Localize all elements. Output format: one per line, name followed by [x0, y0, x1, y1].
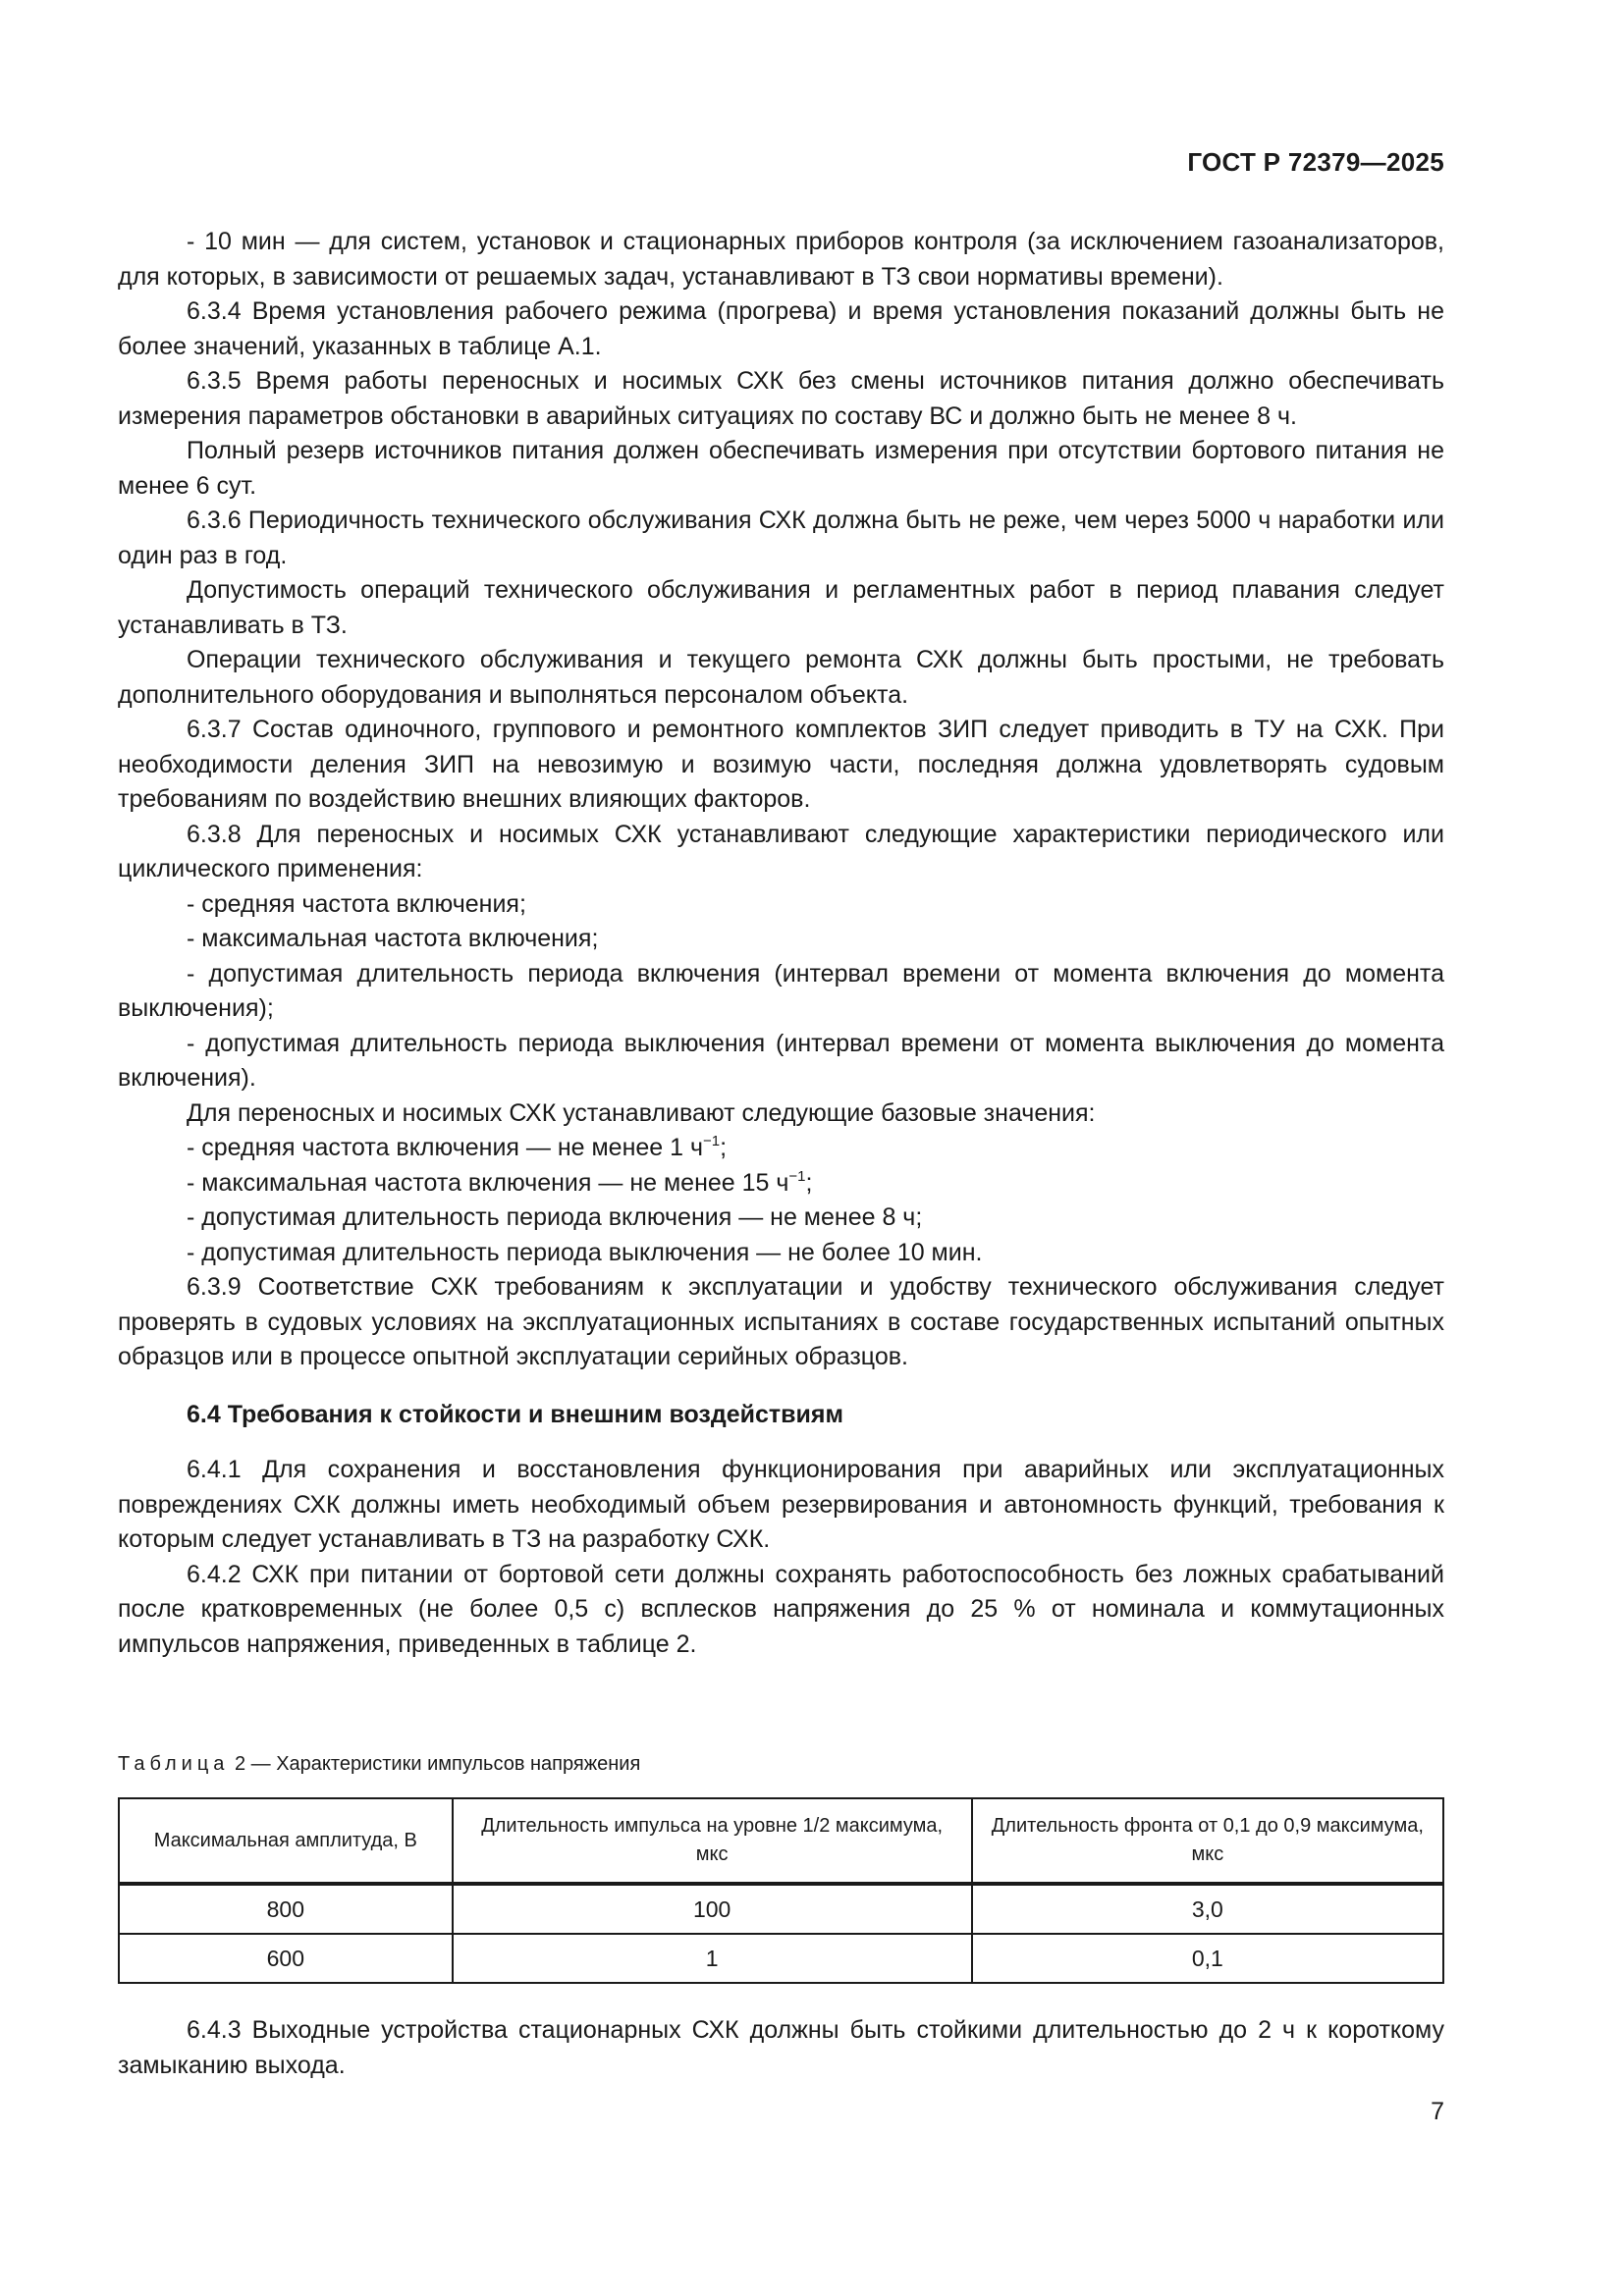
table-caption: Таблица 2 — Характеристики импульсов напряжения: [118, 1753, 641, 1775]
list-item: - максимальная частота включения;: [187, 925, 599, 952]
section-heading: 6.4 Требования к стойкости и внешним воздействиям: [187, 1400, 843, 1428]
list-item: - максимальная частота включения — не менее 15 $ч^{-1}$;: [187, 1167, 813, 1197]
paragraph: 6.3.4 Время установления рабочего режима (прогрева) и время установления показаний должны быть не более значений, указанных в таблице А.1.: [118, 297, 1444, 360]
table-cell: 3,0: [972, 1884, 1443, 1934]
paragraph: 6.3.9 Соответствие СХК требованиям к эксплуатации и удобству технического обслуживания следует проверять в судовых условиях на эксплуатационных испытаниях в составе государственных испытаний опытных образцов или в процессе опытной эксплуатации серийных образцов.: [118, 1273, 1444, 1370]
document-code: ГОСТ Р 72379—2025: [1187, 147, 1444, 177]
document-body: [118, 225, 1444, 1662]
paragraph: Полный резерв источников питания должен обеспечивать измерения при отсутствии бортового питания не менее 6 сут.: [118, 437, 1444, 500]
list-item: - допустимая длительность периода выключения (интервал времени от момента выключения до момента включения).: [118, 1029, 1444, 1092]
paragraph: 6.3.8 Для переносных и носимых СХК устанавливают следующие характеристики периодического или циклического применения:: [118, 820, 1444, 882]
page-number: 7: [1431, 2098, 1444, 2125]
table-cell: 600: [119, 1934, 453, 1983]
list-item: - допустимая длительность периода включения (интервал времени от момента включения до момента выключения);: [118, 959, 1444, 1022]
paragraph: 6.3.7 Состав одиночного, группового и ремонтного комплектов ЗИП следует приводить в ТУ на СХК. При необходимости деления ЗИП на невозимую и возимую части, последняя должна удовлетворять судовым требованиям по воздействию внешних влияющих факторов.: [118, 716, 1444, 813]
voltage-impulse-table: [118, 1797, 1444, 1984]
table-row: [119, 1884, 1443, 1934]
table-row: [119, 1934, 1443, 1983]
paragraph: 6.4.3 Выходные устройства стационарных СХК должны быть стойкими длительностью до 2 ч к короткому замыканию выхода.: [118, 2016, 1444, 2079]
paragraph: 6.4.1 Для сохранения и восстановления функционирования при аварийных или эксплуатационных повреждениях СХК должны иметь необходимый объем резервирования и автономность функций, требования к которым следует устанавливать в ТЗ на разработку СХК.: [118, 1456, 1444, 1553]
table-cell: 100: [453, 1884, 972, 1934]
paragraph: 6.3.6 Периодичность технического обслуживания СХК должна быть не реже, чем через 5000 ч наработки или один раз в год.: [118, 507, 1444, 569]
table-header-row: [119, 1798, 1443, 1884]
list-item: - средняя частота включения — не менее 1 $ч^{-1}$;: [187, 1133, 728, 1161]
paragraph: Допустимость операций технического обслуживания и регламентных работ в период плавания следует устанавливать в ТЗ.: [118, 576, 1444, 639]
list-item: - средняя частота включения;: [187, 889, 526, 918]
table-header-cell: Длительность импульса на уровне 1/2 максимума, мкс: [453, 1798, 972, 1884]
paragraph: 6.4.2 СХК при питании от бортовой сети должны сохранять работоспособность без ложных срабатываний после кратковременных (не более 0,5 с) всплесков напряжения до 25 % от номинала и коммутационных импульсов напряжения, приведенных в таблице 2.: [118, 1560, 1444, 1658]
table-header-cell: Максимальная амплитуда, В: [119, 1798, 453, 1884]
paragraph: 6.3.5 Время работы переносных и носимых СХК без смены источников питания должно обеспечивать измерения параметров обстановки в аварийных ситуациях по составу ВС и должно быть не менее 8 ч.: [118, 367, 1444, 430]
table-cell: 0,1: [972, 1934, 1443, 1983]
paragraph: Операции технического обслуживания и текущего ремонта СХК должны быть простыми, не требовать дополнительного оборудования и выполняться персоналом объекта.: [118, 646, 1444, 709]
table-cell: 1: [453, 1934, 972, 1983]
paragraph: Для переносных и носимых СХК устанавливают следующие базовые значения:: [187, 1098, 1096, 1127]
list-item: - допустимая длительность периода включения — не менее 8 ч;: [187, 1203, 923, 1231]
list-item: - допустимая длительность периода выключения — не более 10 мин.: [187, 1238, 983, 1266]
paragraph: - 10 мин — для систем, установок и стационарных приборов контроля (за исключением газоанализаторов, для которых, в зависимости от решаемых задач, устанавливают в ТЗ свои нормативы времени).: [118, 228, 1444, 291]
table-header-cell: Длительность фронта от 0,1 до 0,9 максимума, мкс: [972, 1798, 1443, 1884]
table-cell: 800: [119, 1884, 453, 1934]
